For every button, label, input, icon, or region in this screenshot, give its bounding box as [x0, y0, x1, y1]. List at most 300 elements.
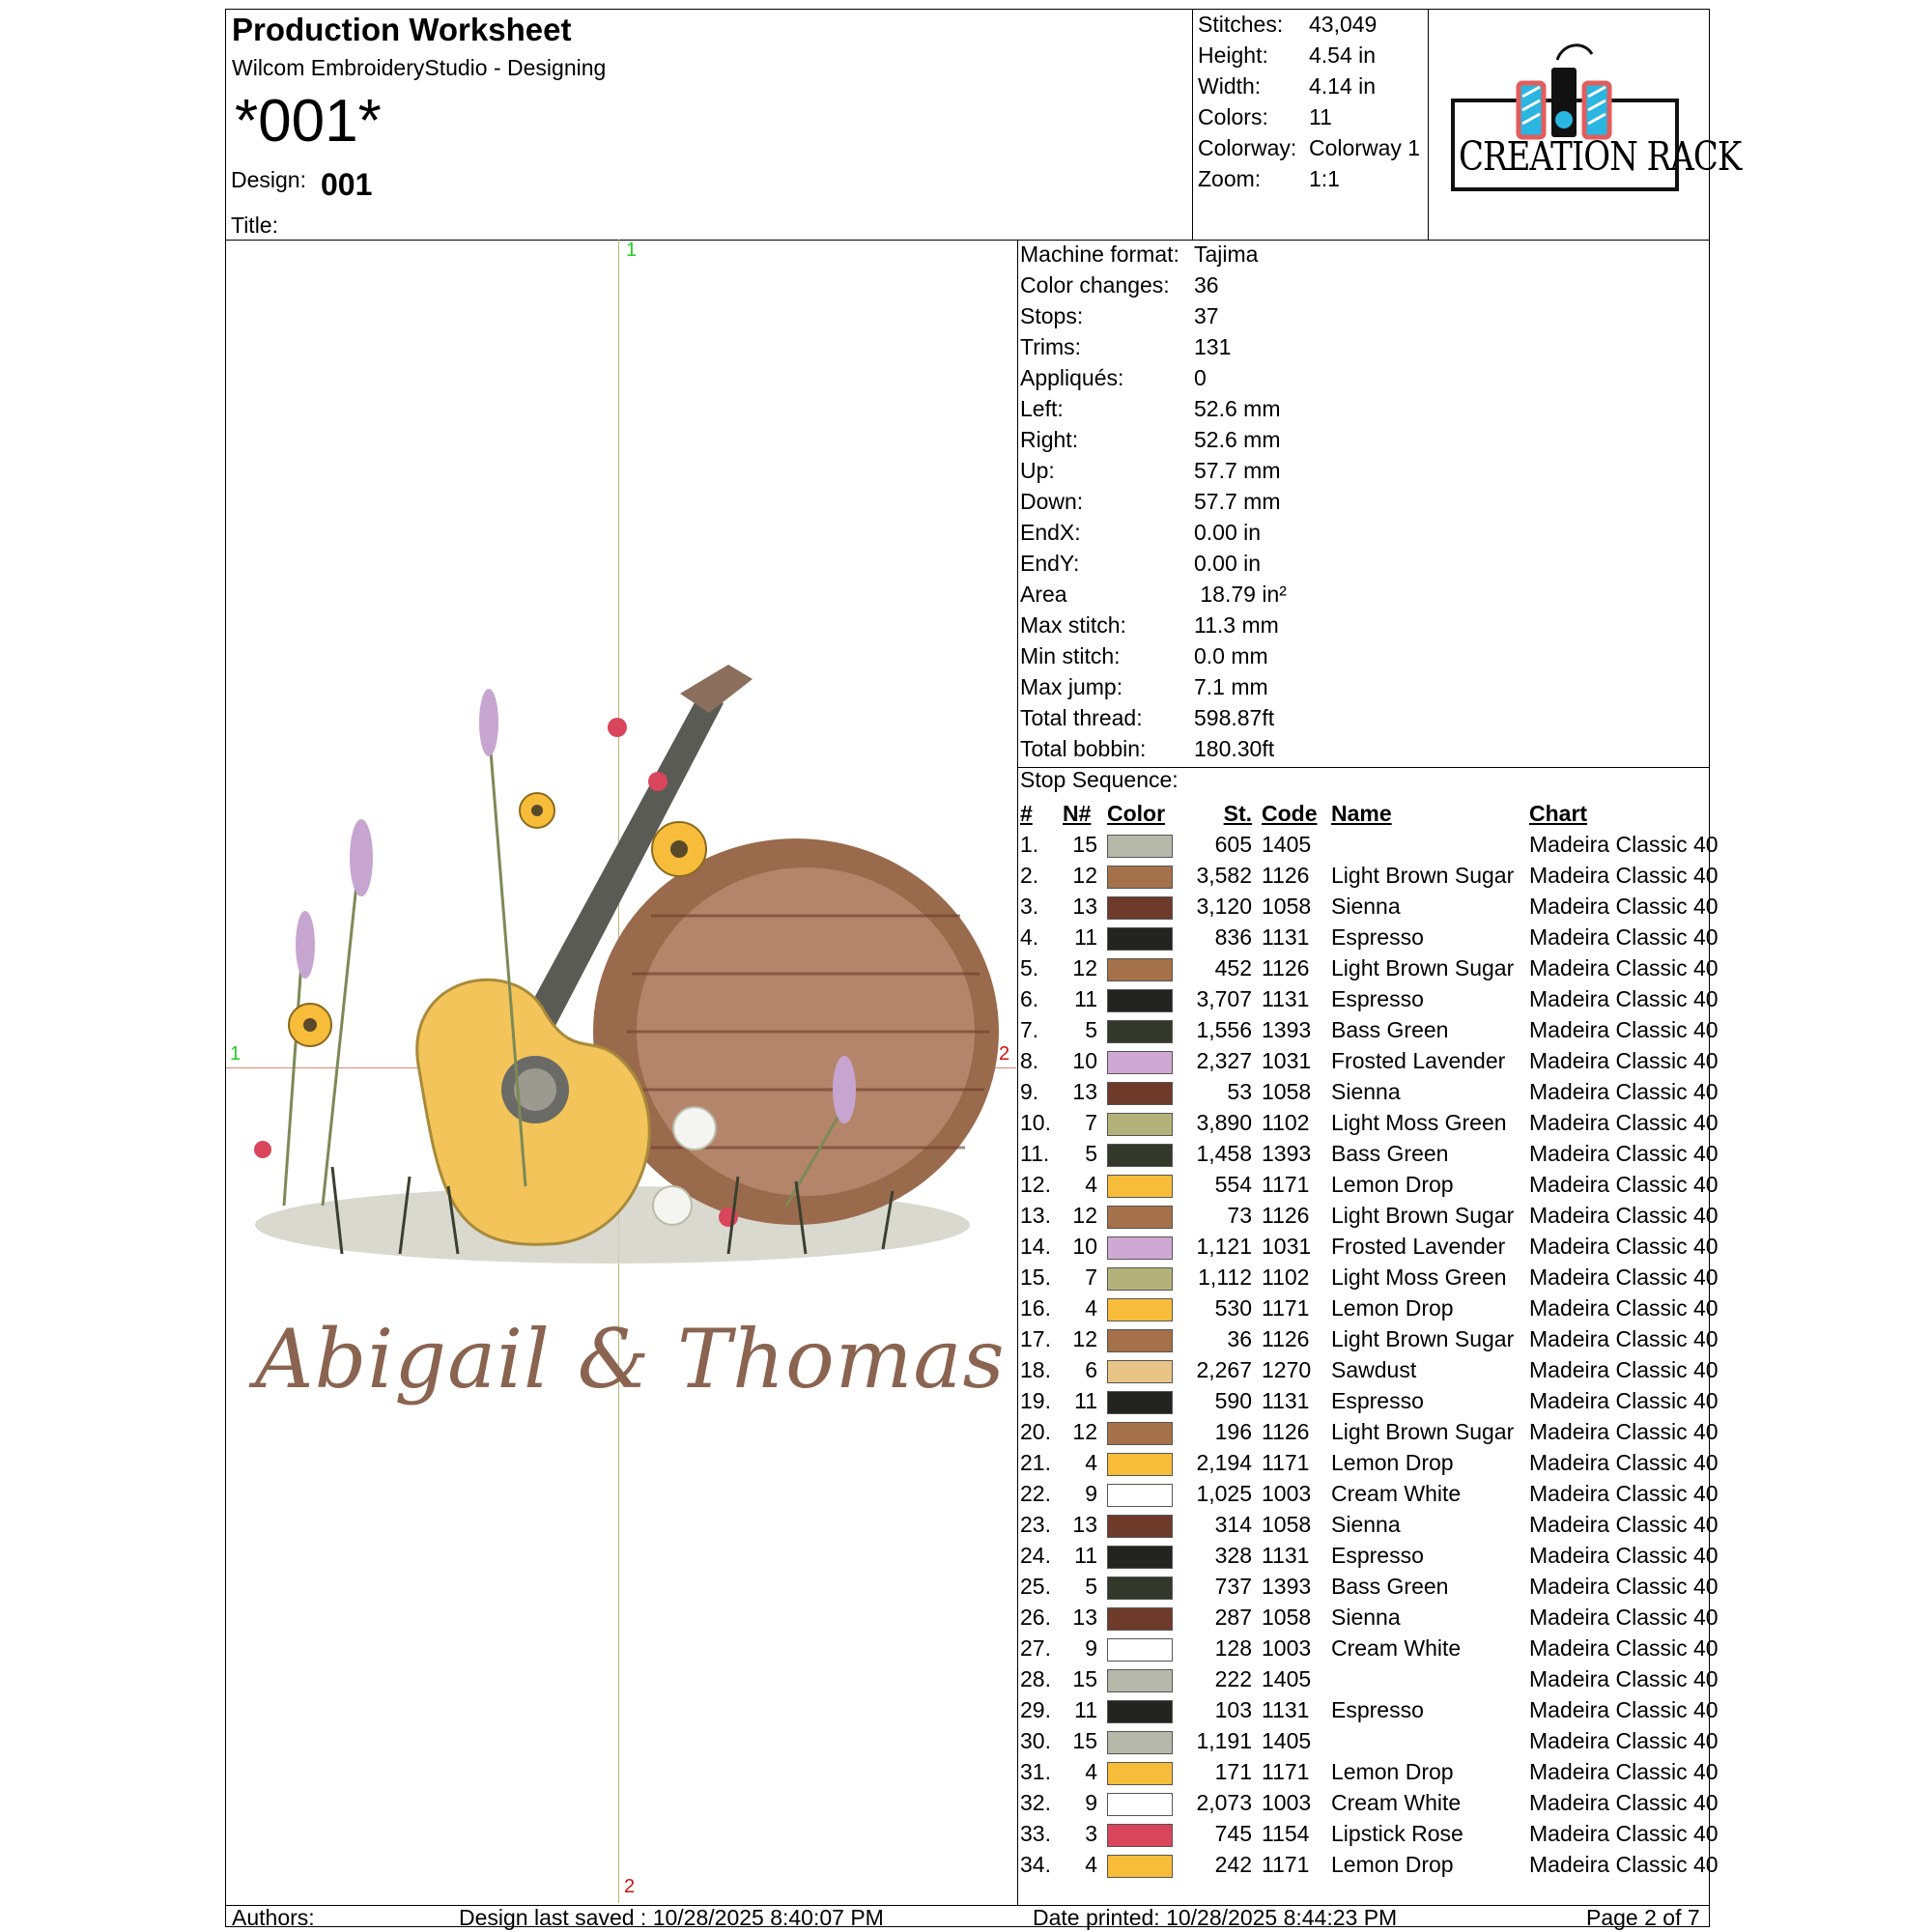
row-name [1327, 829, 1529, 860]
row-number: 6. [1020, 986, 1039, 1011]
row-name: Espresso [1331, 1697, 1424, 1722]
stop-sequence-label: Stop Sequence: [1020, 767, 1179, 792]
row-name: Lemon Drop [1331, 1295, 1454, 1321]
row-needle: 15 [1072, 832, 1097, 857]
row-code: 1171 [1262, 1852, 1310, 1877]
row-name: Sawdust [1331, 1357, 1417, 1382]
info-value: 36 [1194, 272, 1219, 298]
row-needle: 6 [1085, 1357, 1097, 1382]
row-chart: Madeira Classic 40 [1529, 1295, 1719, 1321]
row-needle: 4 [1085, 1450, 1097, 1475]
footer-date-printed: Date printed: 10/28/2025 8:44:23 PM [1033, 1905, 1398, 1930]
row-needle: 11 [1074, 1543, 1097, 1568]
row-chart: Madeira Classic 40 [1529, 1419, 1719, 1444]
color-swatch [1107, 1824, 1173, 1847]
row-code: 1031 [1262, 1234, 1312, 1259]
row-code: 1058 [1262, 1605, 1312, 1630]
row-needle: 11 [1074, 924, 1097, 950]
preview-divider [1017, 240, 1018, 1905]
row-needle: 5 [1085, 1574, 1097, 1599]
stat-label: Colors: [1198, 104, 1268, 129]
row-name: Light Brown Sugar [1331, 863, 1515, 888]
row-code: 1031 [1262, 1048, 1312, 1073]
row-name: Frosted Lavender [1331, 1048, 1506, 1073]
row-stitches: 2,194 [1196, 1450, 1252, 1475]
row-needle: 4 [1085, 1852, 1097, 1877]
row-stitches: 1,458 [1196, 1141, 1252, 1166]
worksheet-title: Production Worksheet [232, 12, 572, 47]
row-needle: 5 [1085, 1017, 1097, 1042]
row-code: 1171 [1262, 1759, 1310, 1784]
row-chart: Madeira Classic 40 [1529, 1048, 1719, 1073]
row-color [1101, 1725, 1194, 1756]
col-header-name: Name [1331, 801, 1392, 826]
row-needle: 12 [1072, 863, 1097, 888]
row-number: 8. [1020, 1048, 1039, 1073]
color-swatch [1107, 1700, 1173, 1723]
row-number: 18. [1020, 1357, 1051, 1382]
row-code: 1171 [1262, 1450, 1310, 1475]
row-number: 30. [1020, 1728, 1051, 1753]
info-value: 0.00 in [1194, 551, 1262, 576]
row-chart: Madeira Classic 40 [1529, 1110, 1719, 1135]
color-swatch [1107, 1577, 1173, 1600]
design-label: Design: [231, 167, 306, 192]
creation-rack-logo [1449, 39, 1742, 198]
row-stitches: 196 [1214, 1419, 1252, 1444]
row-name: Frosted Lavender [1331, 1234, 1506, 1259]
row-number: 31. [1020, 1759, 1051, 1784]
row-code: 1154 [1262, 1821, 1310, 1846]
color-swatch [1107, 1484, 1173, 1507]
table-row [1020, 1633, 1719, 1663]
row-needle: 9 [1085, 1790, 1097, 1815]
row-stitches: 554 [1214, 1172, 1252, 1197]
color-swatch [1107, 1855, 1173, 1878]
row-color [1101, 1509, 1194, 1540]
row-needle: 7 [1085, 1110, 1097, 1135]
row-color [1101, 1447, 1194, 1478]
row-color [1101, 1045, 1194, 1076]
row-chart: Madeira Classic 40 [1529, 986, 1719, 1011]
row-code: 1131 [1262, 1697, 1310, 1722]
info-label: Left: [1020, 396, 1064, 421]
row-name: Lemon Drop [1331, 1759, 1454, 1784]
title-label: Title: [231, 213, 278, 238]
row-color [1101, 1138, 1194, 1169]
row-stitches: 53 [1227, 1079, 1252, 1104]
axis-label-top: 1 [626, 240, 638, 261]
row-needle: 10 [1072, 1234, 1097, 1259]
row-name: Light Moss Green [1331, 1264, 1507, 1290]
color-swatch [1107, 958, 1173, 981]
row-stitches: 452 [1214, 955, 1252, 980]
table-row [1020, 1787, 1719, 1818]
row-color [1101, 1354, 1194, 1385]
col-header-num: # [1020, 801, 1033, 826]
row-stitches: 3,890 [1196, 1110, 1252, 1135]
row-stitches: 242 [1214, 1852, 1252, 1877]
table-header-row [1020, 798, 1719, 829]
row-stitches: 530 [1214, 1295, 1252, 1321]
col-header-needle: N# [1063, 801, 1092, 826]
color-swatch [1107, 1206, 1173, 1229]
row-code: 1131 [1262, 1388, 1310, 1413]
color-swatch [1107, 1236, 1173, 1260]
color-swatch [1107, 927, 1173, 951]
info-label: Total bobbin: [1020, 736, 1147, 761]
table-row [1020, 1045, 1719, 1076]
row-chart: Madeira Classic 40 [1529, 1759, 1719, 1784]
row-number: 3. [1020, 894, 1039, 919]
row-color [1101, 1694, 1194, 1725]
row-color [1101, 983, 1194, 1014]
color-swatch [1107, 1144, 1173, 1167]
row-color [1101, 1478, 1194, 1509]
table-row [1020, 1849, 1719, 1880]
row-color [1101, 1849, 1194, 1880]
table-row [1020, 1602, 1719, 1633]
row-stitches: 314 [1214, 1512, 1252, 1537]
info-value: 598.87ft [1194, 705, 1275, 730]
row-needle: 11 [1074, 1697, 1097, 1722]
row-number: 29. [1020, 1697, 1051, 1722]
row-chart: Madeira Classic 40 [1529, 1017, 1719, 1042]
embroidery-artwork [226, 240, 1016, 1903]
row-color [1101, 1633, 1194, 1663]
info-label: Right: [1020, 427, 1079, 452]
table-row [1020, 1169, 1719, 1200]
row-chart: Madeira Classic 40 [1529, 1666, 1719, 1691]
row-needle: 4 [1085, 1295, 1097, 1321]
row-chart: Madeira Classic 40 [1529, 1326, 1719, 1351]
row-color [1101, 1262, 1194, 1293]
info-value: 11.3 mm [1194, 612, 1279, 638]
stat-value: 43,049 [1309, 12, 1378, 37]
row-name: Sienna [1331, 1512, 1401, 1537]
row-stitches: 605 [1214, 832, 1252, 857]
row-color [1101, 1663, 1194, 1694]
table-row [1020, 860, 1719, 891]
row-name [1327, 1663, 1529, 1694]
row-name: Light Brown Sugar [1331, 1326, 1515, 1351]
row-name: Espresso [1331, 986, 1424, 1011]
row-color [1101, 1602, 1194, 1633]
row-stitches: 836 [1214, 924, 1252, 950]
row-chart: Madeira Classic 40 [1529, 1172, 1719, 1197]
table-row [1020, 1478, 1719, 1509]
stats-values [1309, 9, 1420, 194]
row-needle: 9 [1085, 1481, 1097, 1506]
stat-value: 4.14 in [1309, 73, 1377, 99]
table-row [1020, 1818, 1719, 1849]
info-label: Appliqués: [1020, 365, 1124, 390]
stat-label: Colorway: [1198, 135, 1297, 160]
col-header-code: Code [1262, 801, 1318, 826]
info-value: Tajima [1194, 242, 1259, 267]
row-stitches: 2,327 [1196, 1048, 1252, 1073]
color-swatch [1107, 1113, 1173, 1136]
row-name: Light Brown Sugar [1331, 1203, 1515, 1228]
footer-authors: Authors: [232, 1905, 315, 1930]
row-name: Bass Green [1331, 1574, 1449, 1599]
row-chart: Madeira Classic 40 [1529, 924, 1719, 950]
row-needle: 13 [1072, 1512, 1097, 1537]
color-swatch [1107, 1638, 1173, 1662]
row-stitches: 73 [1227, 1203, 1252, 1228]
row-code: 1131 [1262, 1543, 1310, 1568]
table-row [1020, 1138, 1719, 1169]
color-swatch [1107, 1298, 1173, 1321]
row-name [1327, 1725, 1529, 1756]
axis-label-right: 2 [999, 1043, 1010, 1065]
row-chart: Madeira Classic 40 [1529, 1543, 1719, 1568]
app-name: Wilcom EmbroideryStudio - Designing [232, 55, 607, 80]
color-swatch [1107, 896, 1173, 920]
info-label: EndX: [1020, 520, 1081, 545]
info-label: Max stitch: [1020, 612, 1126, 638]
row-code: 1171 [1262, 1295, 1310, 1321]
row-color [1101, 1014, 1194, 1045]
row-stitches: 745 [1214, 1821, 1252, 1846]
row-color [1101, 1756, 1194, 1787]
design-info [1020, 239, 1406, 780]
row-stitches: 590 [1214, 1388, 1252, 1413]
stop-sequence-body [1020, 829, 1719, 1880]
color-swatch [1107, 1453, 1173, 1476]
row-name: Sienna [1331, 1605, 1401, 1630]
row-chart: Madeira Classic 40 [1529, 1790, 1719, 1815]
info-value: 7.1 mm [1194, 674, 1268, 699]
col-header-chart: Chart [1529, 801, 1588, 826]
row-name: Lemon Drop [1331, 1450, 1454, 1475]
row-chart: Madeira Classic 40 [1529, 1821, 1719, 1846]
stat-label: Zoom: [1198, 166, 1262, 191]
row-chart: Madeira Classic 40 [1529, 863, 1719, 888]
row-stitches: 3,707 [1196, 986, 1252, 1011]
row-number: 11. [1020, 1141, 1050, 1166]
info-label: Min stitch: [1020, 643, 1121, 668]
row-number: 15. [1020, 1264, 1051, 1290]
row-chart: Madeira Classic 40 [1529, 1852, 1719, 1877]
row-stitches: 171 [1214, 1759, 1252, 1784]
info-value: 0.0 mm [1194, 643, 1268, 668]
row-chart: Madeira Classic 40 [1529, 1450, 1719, 1475]
row-code: 1126 [1262, 863, 1310, 888]
color-swatch [1107, 835, 1173, 858]
row-color [1101, 1416, 1194, 1447]
table-row [1020, 922, 1719, 952]
row-chart: Madeira Classic 40 [1529, 1141, 1719, 1166]
color-swatch [1107, 1082, 1173, 1105]
stat-value: 1:1 [1309, 166, 1340, 191]
stat-value: Colorway 1 [1309, 135, 1421, 160]
row-stitches: 2,267 [1196, 1357, 1252, 1382]
row-name: Cream White [1331, 1481, 1462, 1506]
footer-page-number: Page 2 of 7 [1586, 1905, 1700, 1930]
color-swatch [1107, 1731, 1173, 1754]
row-chart: Madeira Classic 40 [1529, 1079, 1719, 1104]
row-needle: 4 [1085, 1759, 1097, 1784]
row-code: 1126 [1262, 1419, 1310, 1444]
color-swatch [1107, 1391, 1173, 1414]
row-needle: 13 [1072, 1605, 1097, 1630]
row-code: 1126 [1262, 1326, 1310, 1351]
row-number: 19. [1020, 1388, 1051, 1413]
row-color [1101, 891, 1194, 922]
row-name: Light Moss Green [1331, 1110, 1507, 1135]
table-row [1020, 1107, 1719, 1138]
design-preview [226, 240, 1016, 1903]
stats-divider-left [1192, 10, 1193, 240]
row-needle: 5 [1085, 1141, 1097, 1166]
row-code: 1131 [1262, 986, 1310, 1011]
info-value: 131 [1194, 334, 1232, 359]
axis-label-left: 1 [230, 1043, 242, 1065]
row-needle: 11 [1074, 1388, 1097, 1413]
info-value: 37 [1194, 303, 1219, 328]
table-row [1020, 1571, 1719, 1602]
color-swatch [1107, 1607, 1173, 1631]
row-number: 1. [1020, 832, 1039, 857]
row-stitches: 222 [1214, 1666, 1252, 1691]
row-needle: 15 [1072, 1728, 1097, 1753]
color-swatch [1107, 1175, 1173, 1198]
row-needle: 12 [1072, 1419, 1097, 1444]
personalized-name-text: Abigail & Thomas [255, 1312, 1006, 1406]
stat-value: 4.54 in [1309, 43, 1377, 68]
stat-label: Height: [1198, 43, 1268, 68]
row-code: 1003 [1262, 1481, 1312, 1506]
row-needle: 13 [1072, 1079, 1097, 1104]
row-chart: Madeira Classic 40 [1529, 894, 1719, 919]
row-color [1101, 1231, 1194, 1262]
row-number: 20. [1020, 1419, 1051, 1444]
row-number: 4. [1020, 924, 1039, 950]
row-number: 16. [1020, 1295, 1051, 1321]
row-chart: Madeira Classic 40 [1529, 1697, 1719, 1722]
footer-last-saved: Design last saved : 10/28/2025 8:40:07 PM [459, 1905, 884, 1930]
row-color [1101, 860, 1194, 891]
info-value: 0 [1194, 365, 1207, 390]
row-chart: Madeira Classic 40 [1529, 1481, 1719, 1506]
footer-divider [226, 1905, 1709, 1906]
row-name: Cream White [1331, 1790, 1462, 1815]
table-row [1020, 1231, 1719, 1262]
color-swatch [1107, 1422, 1173, 1445]
col-header-color: Color [1107, 801, 1166, 826]
row-number: 14. [1020, 1234, 1051, 1259]
table-row [1020, 1756, 1719, 1787]
table-row [1020, 1200, 1719, 1231]
row-code: 1058 [1262, 1512, 1312, 1537]
color-swatch [1107, 1546, 1173, 1569]
table-row [1020, 1694, 1719, 1725]
row-code: 1270 [1262, 1357, 1312, 1382]
info-label: Area [1020, 582, 1067, 607]
row-color [1101, 1200, 1194, 1231]
table-row [1020, 829, 1719, 860]
row-code: 1405 [1262, 1728, 1312, 1753]
row-chart: Madeira Classic 40 [1529, 1728, 1719, 1753]
stat-label: Stitches: [1198, 12, 1284, 37]
row-color [1101, 1787, 1194, 1818]
design-value: 001 [321, 167, 373, 202]
row-number: 9. [1020, 1079, 1039, 1104]
row-name: Lemon Drop [1331, 1172, 1454, 1197]
row-number: 13. [1020, 1203, 1051, 1228]
row-code: 1131 [1262, 924, 1310, 950]
color-swatch [1107, 1669, 1173, 1692]
row-color [1101, 1571, 1194, 1602]
row-number: 7. [1020, 1017, 1039, 1042]
info-label: Up: [1020, 458, 1055, 483]
table-row [1020, 1014, 1719, 1045]
row-needle: 15 [1072, 1666, 1097, 1691]
row-color [1101, 952, 1194, 983]
row-number: 21. [1020, 1450, 1051, 1475]
row-code: 1003 [1262, 1790, 1312, 1815]
stat-label: Width: [1198, 73, 1262, 99]
row-chart: Madeira Classic 40 [1529, 1264, 1719, 1290]
info-label: Color changes: [1020, 272, 1170, 298]
row-number: 5. [1020, 955, 1039, 980]
row-number: 10. [1020, 1110, 1051, 1135]
row-code: 1126 [1262, 955, 1310, 980]
stop-sequence-table [1020, 798, 1719, 1880]
row-needle: 13 [1072, 894, 1097, 919]
row-number: 26. [1020, 1605, 1051, 1630]
row-color [1101, 1323, 1194, 1354]
row-needle: 3 [1085, 1821, 1097, 1846]
row-color [1101, 1076, 1194, 1107]
row-code: 1058 [1262, 894, 1312, 919]
row-code: 1126 [1262, 1203, 1310, 1228]
row-number: 25. [1020, 1574, 1051, 1599]
row-chart: Madeira Classic 40 [1529, 1635, 1719, 1661]
info-label: EndY: [1020, 551, 1080, 576]
row-chart: Madeira Classic 40 [1529, 832, 1719, 857]
color-swatch [1107, 1793, 1173, 1816]
logo-text: CREATION RACK [1459, 134, 1742, 181]
row-name: Espresso [1331, 1543, 1424, 1568]
table-row [1020, 952, 1719, 983]
table-row [1020, 891, 1719, 922]
row-name: Sienna [1331, 894, 1401, 919]
row-name: Bass Green [1331, 1017, 1449, 1042]
row-code: 1405 [1262, 1666, 1312, 1691]
color-swatch [1107, 1329, 1173, 1352]
table-row [1020, 983, 1719, 1014]
row-stitches: 287 [1214, 1605, 1252, 1630]
row-name: Bass Green [1331, 1141, 1449, 1166]
row-stitches: 1,025 [1196, 1481, 1252, 1506]
table-row [1020, 1293, 1719, 1323]
table-row [1020, 1447, 1719, 1478]
row-stitches: 36 [1227, 1326, 1252, 1351]
info-value: 18.79 in² [1194, 582, 1287, 607]
row-chart: Madeira Classic 40 [1529, 1512, 1719, 1537]
row-code: 1393 [1262, 1574, 1312, 1599]
row-number: 22. [1020, 1481, 1051, 1506]
row-color [1101, 1818, 1194, 1849]
row-number: 2. [1020, 863, 1039, 888]
row-stitches: 328 [1214, 1543, 1252, 1568]
info-label: Down: [1020, 489, 1084, 514]
info-value: 0.00 in [1194, 520, 1262, 545]
row-needle: 12 [1072, 1203, 1097, 1228]
info-label: Machine format: [1020, 242, 1179, 267]
